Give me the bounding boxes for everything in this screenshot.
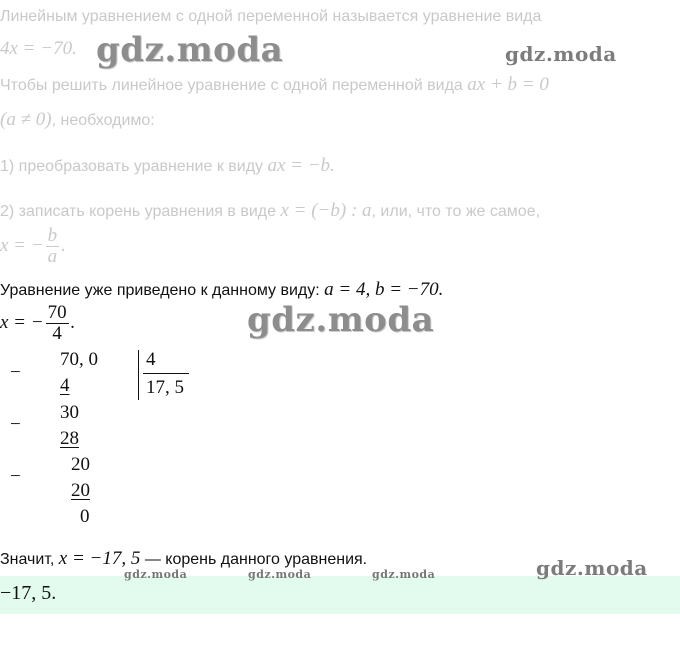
theory-line-3	[0, 74, 549, 96]
theory-line-4-text: , необходимо:	[51, 112, 155, 129]
general-form-equation: ax + b = 0	[467, 74, 549, 95]
quotient: 17, 5	[146, 377, 184, 398]
step-1	[0, 155, 335, 177]
remainder-2: 20	[71, 454, 90, 475]
given-values: a = 4, b = −70.	[324, 279, 444, 300]
root-formula-end: .	[61, 234, 66, 256]
division-bracket-vertical	[138, 350, 139, 400]
nonzero-condition: (a ≠ 0)	[0, 109, 52, 130]
x-fraction-denominator: 4	[52, 323, 62, 344]
theory-line-3-text: Чтобы решить линейное уравнение с одной переменной вида	[0, 77, 463, 94]
x-fraction	[46, 303, 69, 344]
step-2	[0, 200, 540, 222]
step-2-formula: x = (−b) : a	[280, 200, 372, 221]
root-formula-lhs: x = −	[0, 234, 44, 256]
theory-line-1-text: Линейным уравнением с одной переменной называется уравнение вида	[0, 8, 542, 25]
conclusion-root: x = −17, 5	[58, 548, 141, 569]
x-end: .	[70, 311, 76, 333]
root-fraction-numerator: b	[47, 225, 58, 246]
root-fraction-denominator: a	[47, 246, 58, 267]
theory-line-1	[0, 8, 541, 26]
answer-box	[0, 576, 680, 614]
subtract-2: 28	[60, 428, 79, 449]
subtract-3: 20	[71, 480, 90, 501]
step-2-fraction-line	[0, 226, 66, 267]
minus-sign-1: −	[10, 362, 21, 383]
minus-sign-3: −	[10, 466, 21, 487]
remainder-1: 30	[60, 402, 79, 423]
conclusion-text-after: — корень данного уравнения.	[144, 551, 368, 568]
x-lhs: x = −	[0, 311, 44, 333]
watermark-small-3: gdz.moda	[372, 568, 436, 581]
subtract-1: 4	[60, 375, 70, 396]
given-text: Уравнение уже приведено к данному виду:	[0, 282, 320, 299]
example-equation: 4x = −70.	[0, 38, 77, 59]
given-line	[0, 279, 443, 301]
theory-line-4	[0, 109, 155, 131]
division-bracket-horizontal	[143, 373, 189, 374]
divisor: 4	[146, 349, 156, 370]
minus-sign-2: −	[10, 414, 21, 435]
final-remainder: 0	[80, 506, 90, 527]
dividend: 70, 0	[60, 349, 98, 370]
x-fraction-numerator: 70	[47, 302, 67, 323]
watermark-logo-bottom-right: gdz.moda	[536, 556, 648, 580]
root-fraction	[46, 226, 60, 267]
watermark-logo-center: gdz.moda	[247, 300, 435, 340]
conclusion-text-before: Значит,	[0, 551, 55, 568]
watermark-logo-top-right: gdz.moda	[505, 42, 617, 66]
step-1-text: 1) преобразовать уравнение к виду	[0, 158, 264, 175]
answer-value: −17, 5.	[0, 582, 57, 604]
watermark-small-1: gdz.moda	[124, 568, 188, 581]
conclusion-line	[0, 548, 367, 570]
step-1-formula: ax = −b.	[267, 155, 335, 176]
watermark-logo-top-left: gdz.moda	[96, 30, 284, 70]
step-2-tail: , или, что то же самое,	[371, 203, 541, 220]
x-fraction-line	[0, 303, 75, 344]
theory-equation-example	[0, 38, 77, 60]
watermark-small-2: gdz.moda	[248, 568, 312, 581]
step-2-text: 2) записать корень уравнения в виде	[0, 203, 277, 220]
